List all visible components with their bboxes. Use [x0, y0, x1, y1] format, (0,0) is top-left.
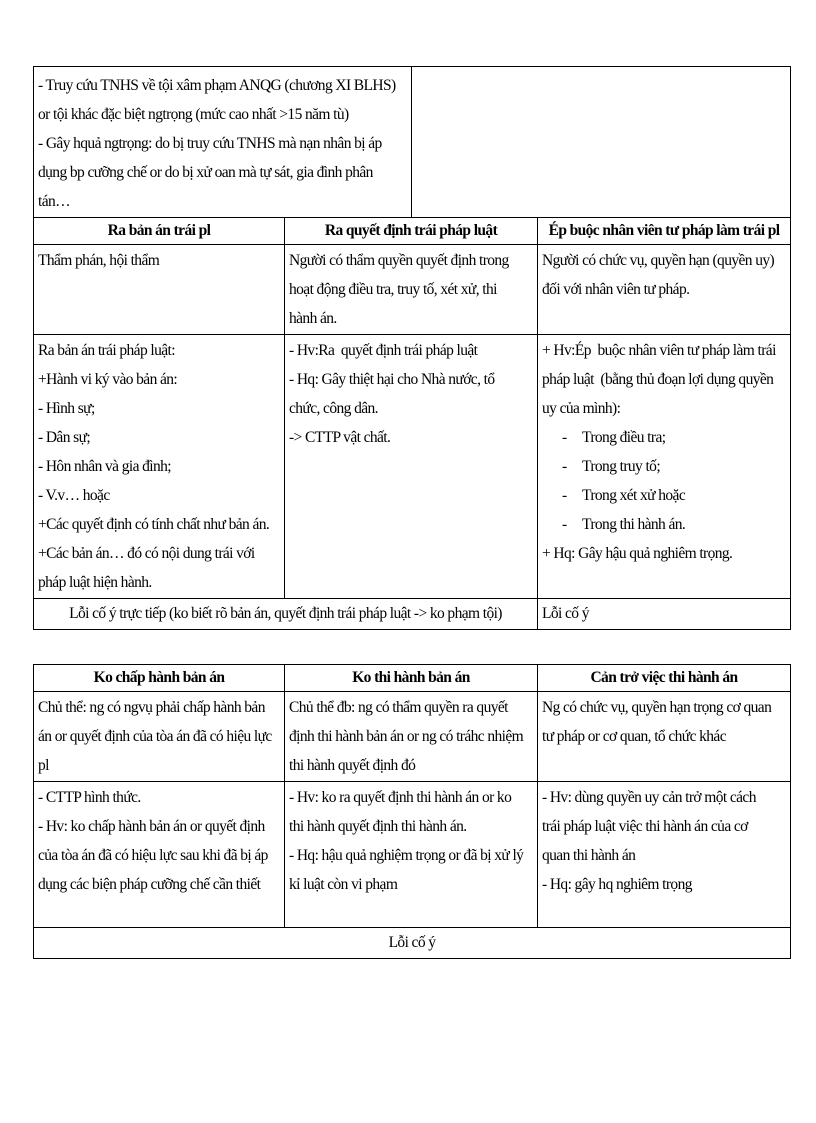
text-line: pl	[38, 757, 49, 774]
text-line: trái pháp luật việc thi hành án của cơ	[542, 818, 748, 835]
text-line: or tội khác đặc biệt ngtrọng (mức cao nhất >15 năm tù)	[38, 106, 349, 123]
text-line: +Các bản án… đó có nội dung trái với	[38, 545, 255, 562]
acts-cell	[285, 782, 538, 928]
text-line: - V.v… hoặc	[38, 487, 110, 504]
text-line: + Hv:Ép buộc nhân viên tư pháp làm trái	[542, 342, 776, 359]
list-item: - Trong xét xử hoặc	[562, 487, 686, 504]
table-row	[34, 599, 791, 630]
fault-cell: Lỗi cố ý trực tiếp (ko biết rõ bản án, quyết định trái pháp luật -> ko phạm tội)	[34, 599, 538, 630]
subject-cell	[538, 692, 791, 782]
text-line: +Hành vi ký vào bản án:	[38, 371, 178, 388]
text-line: - Hình sự;	[38, 400, 95, 417]
acts-cell	[285, 335, 538, 599]
text-line: - Hv:Ra quyết định trái pháp luật	[289, 342, 478, 359]
header-cell: Ra bản án trái pl	[34, 218, 285, 245]
top-right-empty-cell	[412, 67, 791, 218]
table-row	[34, 245, 791, 335]
table-row	[34, 782, 791, 928]
table-row	[34, 665, 791, 692]
text-line: Người có thẩm quyền quyết định trong	[289, 252, 509, 269]
table-crimes-judgment	[33, 66, 791, 630]
text-line: thi hành quyết định đó	[289, 757, 416, 774]
subject-cell	[34, 245, 285, 335]
acts-cell	[34, 335, 285, 599]
table-row	[34, 335, 791, 599]
text-line: - Truy cứu TNHS về tội xâm phạm ANQG (chương XI BLHS)	[38, 77, 396, 94]
text-line: kỉ luật còn vi phạm	[289, 876, 398, 893]
text-line: dụng các biện pháp cưỡng chế cần thiết	[38, 876, 261, 893]
text-line: hành án.	[289, 310, 337, 327]
acts-cell	[34, 782, 285, 928]
text-line: -> CTTP vật chất.	[289, 429, 391, 446]
subject-cell	[285, 245, 538, 335]
header-cell: Ép buộc nhân viên tư pháp làm trái pl	[538, 218, 791, 245]
text-line: tư pháp or cơ quan, tổ chức khác	[542, 728, 726, 745]
text-line: Chủ thể đb: ng có thẩm quyền ra quyết	[289, 699, 508, 716]
text-line: án or quyết định của tòa án đã có hiệu lực	[38, 728, 272, 745]
text-line: Chủ thể: ng có ngvụ phải chấp hành bản	[38, 699, 265, 716]
text-line: - Hv: dùng quyền uy cản trở một cách	[542, 789, 756, 806]
text-line: - Hv: ko chấp hành bản án or quyết định	[38, 818, 265, 835]
text-line: - Hq: Gây thiệt hại cho Nhà nước, tổ	[289, 371, 495, 388]
text-line: pháp luật hiện hành.	[38, 574, 152, 591]
table-row	[34, 928, 791, 959]
text-line: chức, công dân.	[289, 400, 378, 417]
text-line: +Các quyết định có tính chất như bản án.	[38, 516, 270, 533]
text-line: uy của mình):	[542, 400, 621, 417]
text-line: + Hq: Gây hậu quả nghiêm trọng.	[542, 545, 733, 562]
header-cell: Ko chấp hành bản án	[34, 665, 285, 692]
text-line: định thi hành bản án or ng có tráhc nhiệm	[289, 728, 524, 745]
text-line: pháp luật (bằng thủ đoạn lợi dụng quyền	[542, 371, 774, 388]
top-left-cell	[34, 67, 412, 218]
table-crimes-execution	[33, 664, 791, 959]
text-line: - Hq: gây hq nghiêm trọng	[542, 876, 692, 893]
subject-cell	[34, 692, 285, 782]
text-line: dụng bp cưỡng chế or do bị xử oan mà tự sát, gia đình phân	[38, 164, 373, 181]
subject-cell	[538, 245, 791, 335]
table-row	[34, 218, 791, 245]
text-line: Ra bản án trái pháp luật:	[38, 342, 175, 359]
subject-cell	[285, 692, 538, 782]
text-line: Thẩm phán, hội thẩm	[38, 252, 160, 269]
text-line: - Hq: hậu quả nghiệm trọng or đã bị xử lý	[289, 847, 524, 864]
text-line: Người có chức vụ, quyền hạn (quyền uy)	[542, 252, 775, 269]
fault-cell: Lỗi cố ý	[538, 599, 791, 630]
header-cell: Cản trở việc thi hành án	[538, 665, 791, 692]
text-line: tán…	[38, 193, 71, 210]
table-row	[34, 692, 791, 782]
text-line: thi hành quyết định thi hành án.	[289, 818, 467, 835]
list-item: - Trong điều tra;	[562, 429, 666, 446]
text-line: Ng có chức vụ, quyền hạn trọng cơ quan	[542, 699, 772, 716]
text-line: - Gây hquả ngtrọng: do bị truy cứu TNHS mà nạn nhân bị áp	[38, 135, 382, 152]
acts-cell	[538, 782, 791, 928]
header-cell: Ko thi hành bản án	[285, 665, 538, 692]
text-line: đối với nhân viên tư pháp.	[542, 281, 690, 298]
text-line: - Hv: ko ra quyết định thi hành án or ko	[289, 789, 512, 806]
text-line: hoạt động điều tra, truy tố, xét xử, thi	[289, 281, 497, 298]
text-line: - Dân sự;	[38, 429, 91, 446]
fault-cell: Lỗi cố ý	[34, 928, 791, 959]
text-line: của tòa án đã có hiệu lực sau khi đã bị áp	[38, 847, 268, 864]
list-item: - Trong thi hành án.	[562, 516, 686, 533]
table-row	[34, 67, 791, 218]
list-item: - Trong truy tố;	[562, 458, 661, 475]
header-cell: Ra quyết định trái pháp luật	[285, 218, 538, 245]
text-line: - Hôn nhân và gia đình;	[38, 458, 171, 475]
acts-cell	[538, 335, 791, 599]
text-line: - CTTP hình thức.	[38, 789, 141, 806]
text-line: quan thi hành án	[542, 847, 636, 864]
